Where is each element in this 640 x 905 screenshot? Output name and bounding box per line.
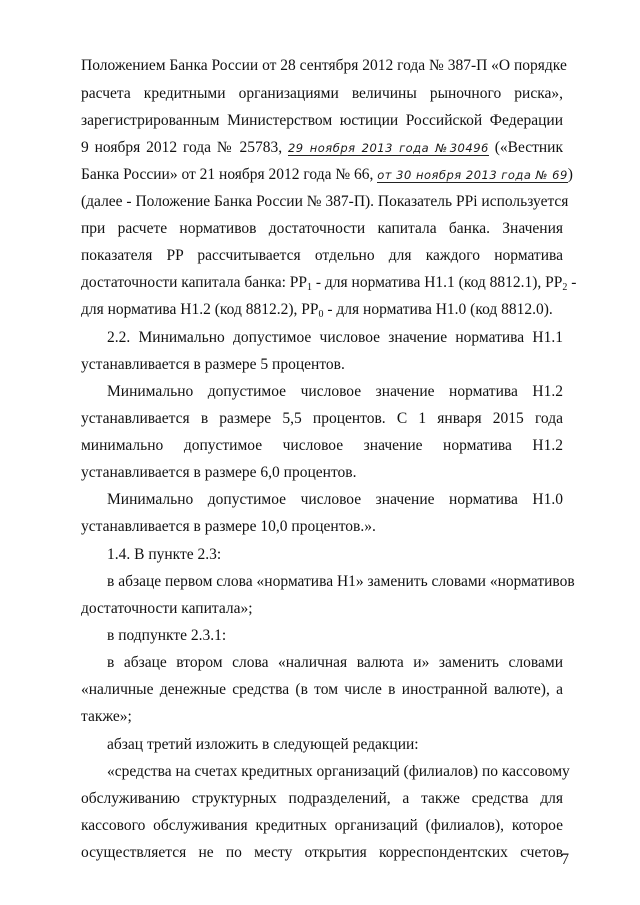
- text-span: - для норматива Н1.0 (код 8812.0).: [323, 301, 553, 318]
- body-text-line: устанавливается в размере 5,5 процентов. С 1 января 2015 года: [81, 410, 563, 427]
- body-text-line: [81, 165, 573, 185]
- text-span: 9 ноября 2012 года № 25783,: [81, 139, 283, 156]
- subscript: 1: [307, 282, 312, 293]
- body-text-line: показателя PP рассчитывается отдельно для каждого норматива: [81, 247, 563, 264]
- body-text-line: зарегистрированным Министерством юстиции Российской Федерации: [81, 112, 563, 129]
- body-text-line: минимально допустимое числовое значение норматива Н1.2: [81, 437, 563, 454]
- body-text-line: также»;: [81, 708, 132, 725]
- page-number: 7: [561, 851, 569, 868]
- body-text-line: устанавливается в размере 5 процентов.: [81, 356, 345, 373]
- body-text-line: 2.2. Минимально допустимое числовое значение норматива Н1.1: [107, 329, 563, 346]
- body-text-line: [81, 273, 577, 293]
- text-span: -: [567, 274, 577, 291]
- body-text-line: «средства на счетах кредитных организаций (филиалов) по кассовому: [107, 763, 570, 780]
- body-text-line: осуществляется не по месту открытия корреспондентских счетов: [81, 844, 563, 861]
- body-text-line: (далее - Положение Банка России № 387-П). Показатель PPi используется: [81, 193, 569, 210]
- body-text-line: кассового обслуживания кредитных организаций (филиалов), которое: [81, 817, 563, 834]
- handwritten-publication-note: от 30 ноября 2013 года № 69: [377, 168, 568, 182]
- body-text-line: [81, 300, 563, 320]
- body-text-line: Минимально допустимое числовое значение норматива Н1.0: [107, 491, 563, 508]
- text-span: - для норматива Н1.1 (код 8812.1), PP: [312, 274, 563, 291]
- body-text-line: Положением Банка России от 28 сентября 2012 года № 387-П «О порядке: [81, 57, 567, 74]
- body-text-line: при расчете нормативов достаточности капитала банка. Значения: [81, 220, 563, 237]
- handwritten-registration-note: 29 ноября 2013 года №30496: [287, 141, 489, 155]
- body-text-line: «наличные денежные средства (в том числе в иностранной валюте), а: [81, 681, 563, 698]
- body-text-line: в абзаце втором слова «наличная валюта и» заменить словами: [107, 654, 563, 671]
- body-text-line: устанавливается в размере 6,0 процентов.: [81, 464, 357, 481]
- text-span: ): [567, 166, 573, 183]
- text-span: Банка России» от 21 ноября 2012 года № 66,: [81, 166, 374, 183]
- body-text-line: обслуживанию структурных подразделений, а также средства для: [81, 790, 563, 807]
- text-span: для норматива Н1.2 (код 8812.2), PP: [81, 301, 319, 318]
- body-text-line: в абзаце первом слова «норматива Н1» заменить словами «нормативов: [107, 573, 575, 590]
- body-text-line: устанавливается в размере 10,0 процентов.».: [81, 518, 376, 535]
- text-span: («Вестник: [494, 139, 563, 156]
- subscript: 0: [318, 309, 324, 320]
- body-text-line: [81, 138, 563, 158]
- body-text-line: достаточности капитала»;: [81, 600, 253, 617]
- text-span: достаточности капитала банка: PP: [81, 274, 307, 291]
- body-text-line: 1.4. В пункте 2.3:: [107, 546, 222, 563]
- body-text-line: в подпункте 2.3.1:: [107, 627, 227, 644]
- body-text-line: абзац третий изложить в следующей редакции:: [107, 736, 419, 753]
- subscript: 2: [562, 282, 568, 293]
- body-text-line: расчета кредитными организациями величины рыночного риска»,: [81, 85, 563, 102]
- body-text-line: Минимально допустимое числовое значение норматива Н1.2: [107, 383, 563, 400]
